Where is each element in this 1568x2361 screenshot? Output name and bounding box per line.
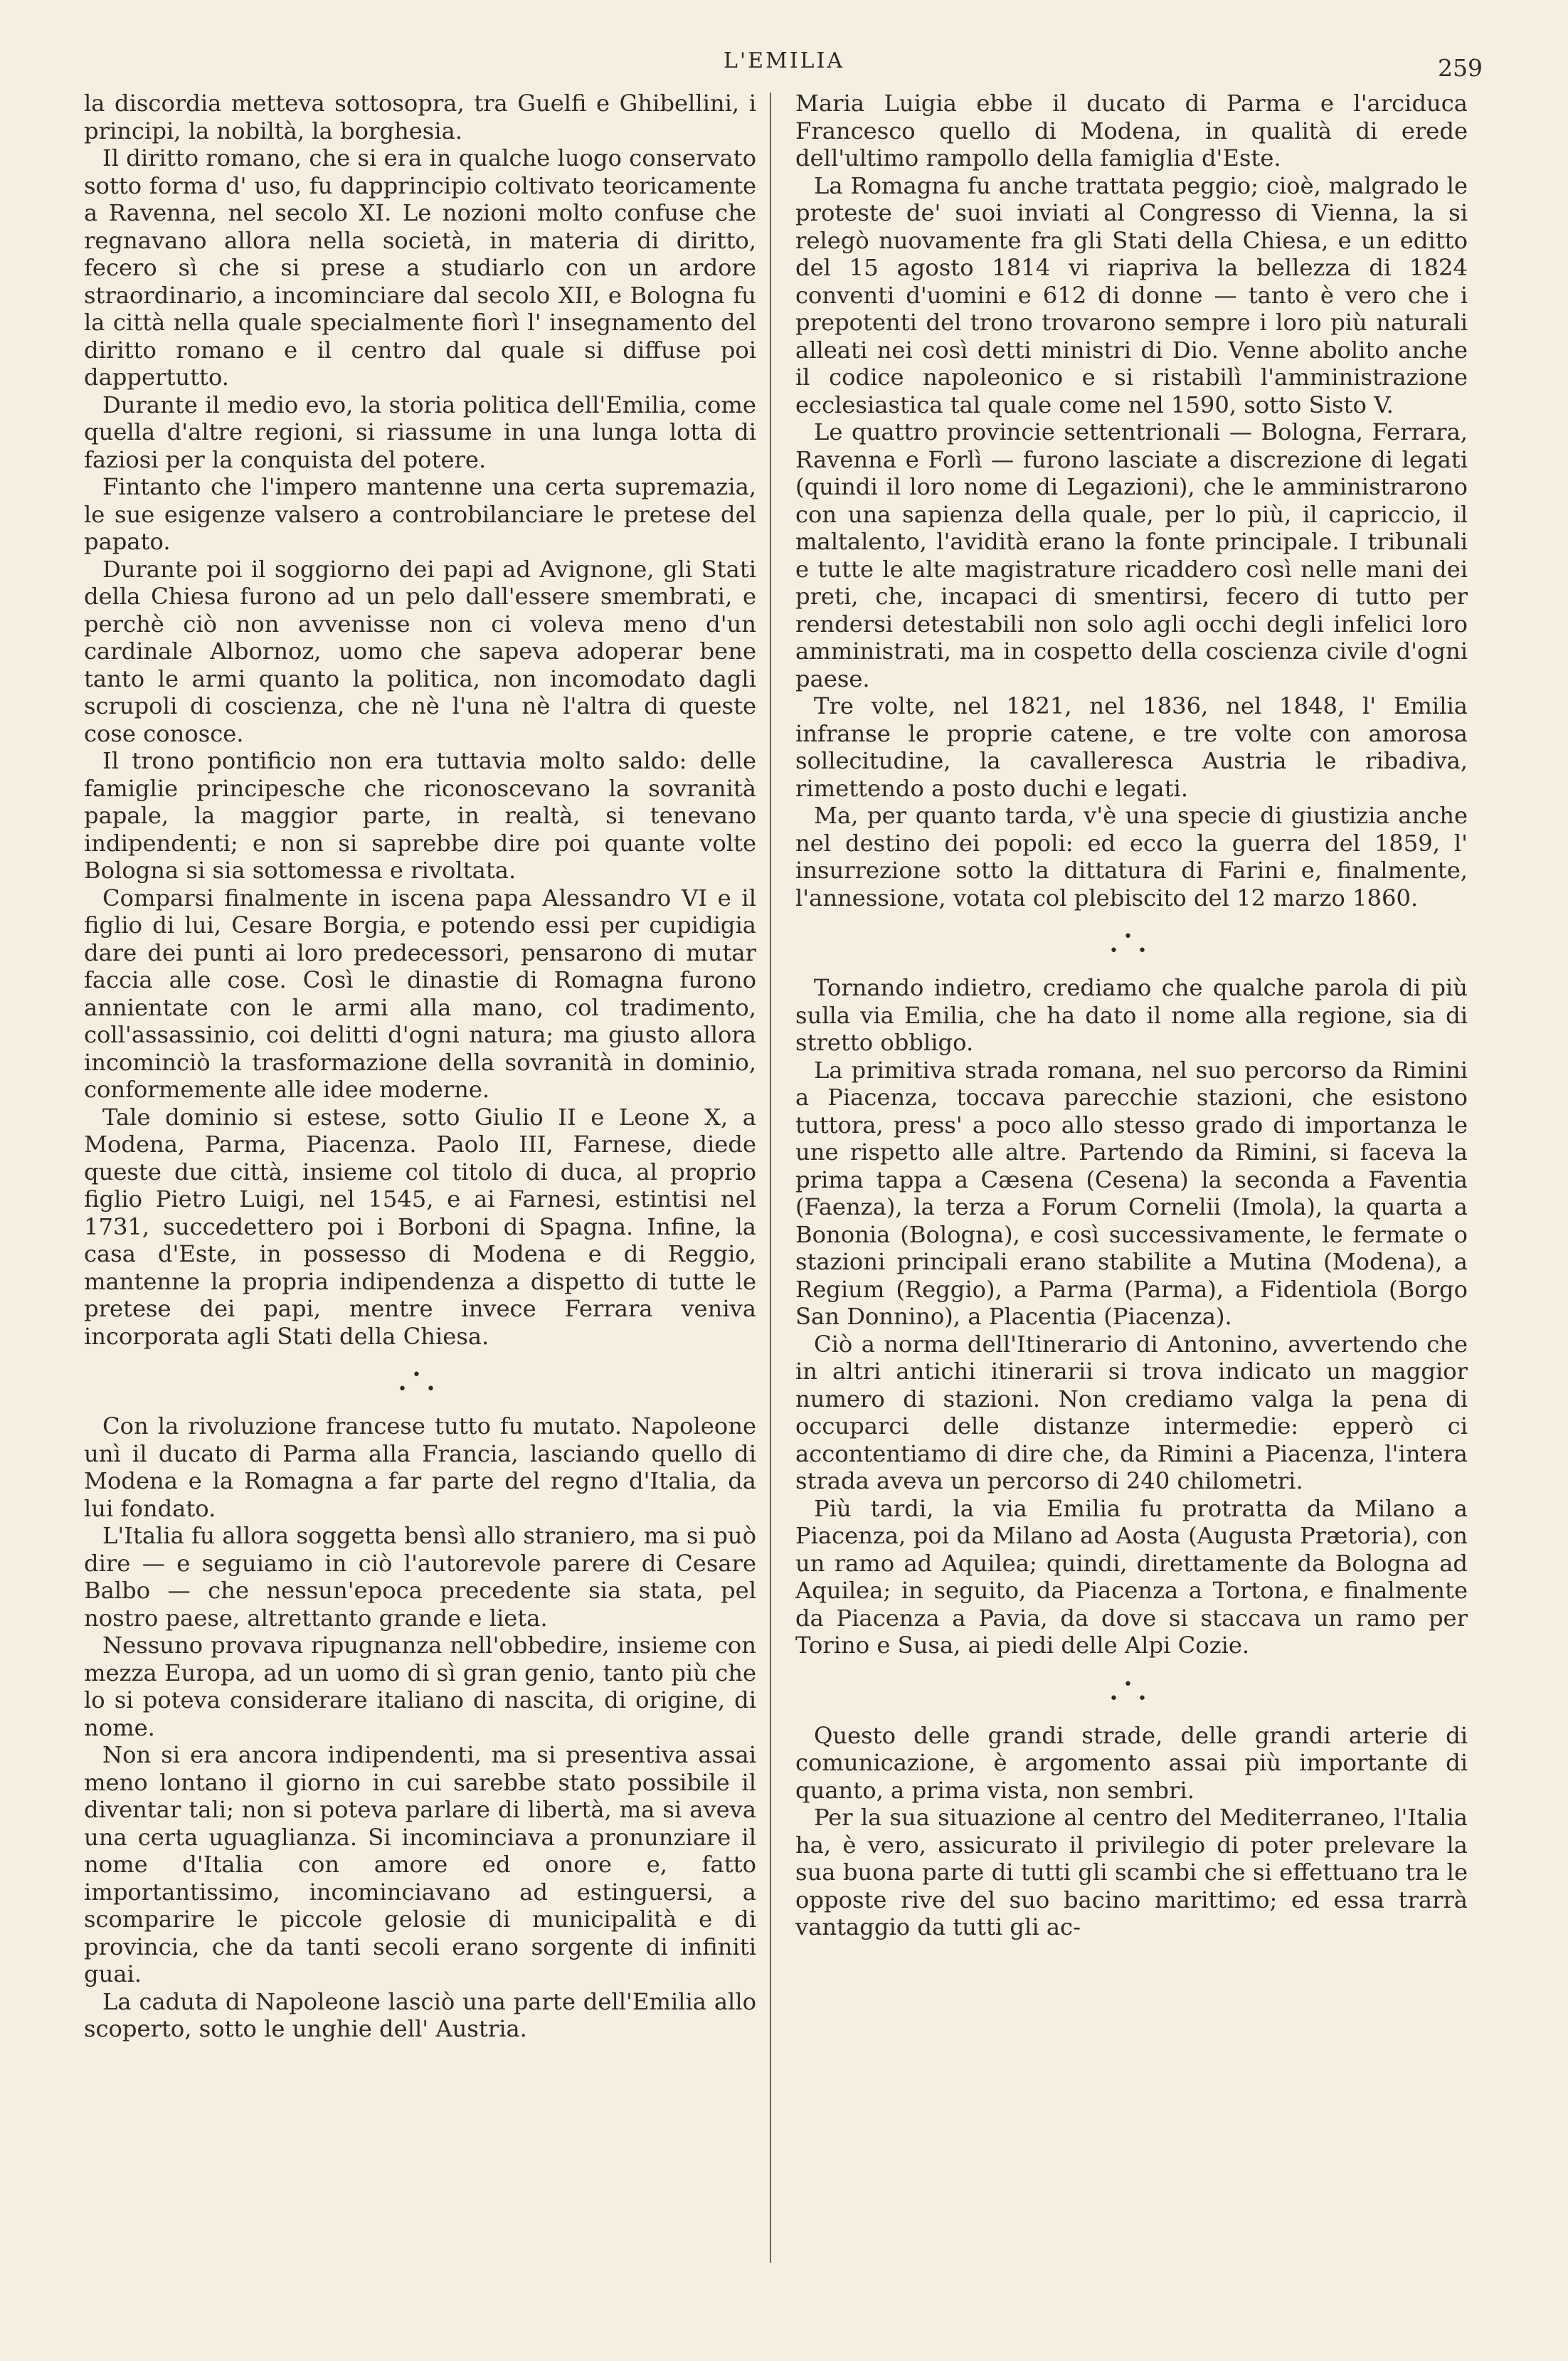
separator-dot: • [1123, 1675, 1140, 1694]
separator-dot: • [1123, 928, 1140, 946]
paragraph: Più tardi, la via Emilia fu protratta da Milano a Piacenza, poi da Milano ad Aosta (Augusta Prætoria), con un ramo ad Aquilea; quindi, direttamente da Bologna ad Aquilea; in seguito, da Piacenza a Tortona, e finalmente da Piacenza a Pavia, da dove si staccava un ramo per Torino e Susa, ai piedi delle Alpi Cozie. [795, 1494, 1468, 1659]
paragraph: Tre volte, nel 1821, nel 1836, nel 1848, l' Emilia infranse le proprie catene, e tre volte con amorosa sollecitudine, la cavalleresca Austria le ribadiva, rimettendo a posto duchi e legati. [795, 692, 1468, 802]
separator-dot: • [412, 1366, 428, 1384]
paragraph: Con la rivoluzione francese tutto fu mutato. Napoleone unì il ducato di Parma alla Francia, lasciando quello di Modena e la Romagna a far parte del regno d'Italia, da lui fondato. [84, 1412, 756, 1522]
paragraph: Non si era ancora indipendenti, ma si presentiva assai meno lontano il giorno in cui sarebbe stato possibile il diventar tali; non si poteva parlare di libertà, ma si aveva una certa uguaglianza. Si incominciava a pronunziare il nome d'Italia con amore ed onore e, fatto importantissimo, incominciavano ad estinguersi, a scomparire le piccole gelosie di municipalità e di provincia, che da tanti secoli erano sorgente di infiniti guai. [84, 1741, 756, 1987]
paragraph: La caduta di Napoleone lasciò una parte dell'Emilia allo scoperto, sotto le unghie dell' Austria. [84, 1987, 756, 2042]
running-head: L'EMILIA [723, 48, 845, 73]
paragraph: La primitiva strada romana, nel suo percorso da Rimini a Piacenza, toccava parecchie stazioni, che esistono tuttora, press' a poco allo stesso grado di importanza le une rispetto alle altre. Partendo da Rimini, si faceva la prima tappa a Cæsena (Cesena) la seconda a Faventia (Faenza), la terza a Forum Cornelii (Imola), la quarta a Bononia (Bologna), e così successivamente, le fermate o stazioni principali erano stabilite a Mutina (Modena), a Regium (Reggio), a Parma (Parma), a Fidentiola (Borgo San Donnino), a Placentia (Piacenza). [795, 1056, 1468, 1330]
paragraph: Ciò a norma dell'Itinerario di Antonino, avvertendo che in altri antichi itinerarii si trova indicato un maggior numero di stazioni. Non crediamo valga la pena di occuparci delle distanze intermedie: epperò ci accontentiamo di dire che, da Rimini a Piacenza, l'intera strada aveva un percorso di 240 chilometri. [795, 1330, 1468, 1494]
paragraph: Comparsi finalmente in iscena papa Alessandro VI e il figlio di lui, Cesare Borgia, e potendo essi per cupidigia dare dei punti ai loro predecessori, pensarono di mutar faccia alle cose. Così le dinastie di Romagna furono annientate con le armi alla mano, col tradimento, coll'assassinio, coi delitti d'ogni natura; ma giusto allora incominciò la trasformazione della sovranità in dominio, conformemente alle idee moderne. [84, 884, 756, 1103]
paragraph: Questo delle grandi strade, delle grandi arterie di comunicazione, è argomento assai più importante di quanto, a prima vista, non sembri. [795, 1721, 1468, 1804]
paragraph: Fintanto che l'impero mantenne una certa supremazia, le sue esigenze valsero a controbilanciare le pretese del papato. [84, 473, 756, 555]
paragraph: Nessuno provava ripugnanza nell'obbedire, insieme con mezza Europa, ad un uomo di sì gran genio, tanto più che lo si poteva considerare italiano di nascita, di origine, di nome. [84, 1632, 756, 1741]
paragraph: Il trono pontificio non era tuttavia molto saldo: delle famiglie principesche che riconoscevano la sovranità papale, la maggior parte, in realtà, si tenevano indipendenti; e non si saprebbe dire poi quante volte Bologna si sia sottomessa e rivoltata. [84, 747, 756, 884]
separator-dots: • • [398, 1380, 443, 1398]
section-separator [795, 1659, 1468, 1722]
paragraph: Le quattro provincie settentrionali — Bologna, Ferrara, Ravenna e Forlì — furono lasciate a discrezione di legati (quindi il loro nome di Legazioni), che le amministrarono con una sapienza della quale, per lo più, il capriccio, il maltalento, l'avidità erano la fonte principale. I tribunali e tutte le alte magistrature ricaddero così nelle mani dei preti, che, incapaci di smentirsi, fecero di tutto per rendersi detestabili non solo agli occhi degli infelici loro amministrati, ma in cospetto della coscienza civile d'ogni paese. [795, 418, 1468, 692]
section-separator [84, 1350, 756, 1412]
separator-dots: • • [1109, 942, 1154, 960]
separator-dots: • • [1109, 1689, 1154, 1708]
paragraph: Durante poi il soggiorno dei papi ad Avignone, gli Stati della Chiesa furono ad un pelo dall'essere smembrati, e perchè ciò non avvenisse non ci voleva meno d'un cardinale Albornoz, uomo che sapeva adoperar bene tanto le armi quanto la politica, non incomodato dagli scrupoli di coscienza, che nè l'una nè l'altra di queste cose conosce. [84, 555, 756, 747]
paragraph: Tale dominio si estese, sotto Giulio II e Leone X, a Modena, Parma, Piacenza. Paolo III, Farnese, diede queste due città, insieme col titolo di duca, al proprio figlio Pietro Luigi, nel 1545, e ai Farnesi, estintisi nel 1731, succedettero poi i Borboni di Spagna. Infine, la casa d'Este, in possesso di Modena e di Reggio, mantenne la propria indipendenza a dispetto di tutte le pretese dei papi, mentre invece Ferrara veniva incorporata agli Stati della Chiesa. [84, 1103, 756, 1350]
paragraph: Tornando indietro, crediamo che qualche parola di più sulla via Emilia, che ha dato il nome alla regione, sia di stretto obbligo. [795, 974, 1468, 1056]
section-separator [795, 912, 1468, 974]
left-column [84, 90, 756, 2043]
page-number: 259 [1438, 54, 1483, 82]
paragraph: Ma, per quanto tarda, v'è una specie di giustizia anche nel destino dei popoli: ed ecco la guerra del 1859, l' insurrezione sotto la dittatura di Farini e, finalmente, l'annessione, votata col plebiscito del 12 marzo 1860. [795, 802, 1468, 912]
column-rule [770, 93, 771, 2263]
paragraph: Il diritto romano, che si era in qualche luogo conservato sotto forma d' uso, fu dapprincipio coltivato teoricamente a Ravenna, nel secolo XI. Le nozioni molto confuse che regnavano allora nella società, in materia di diritto, fecero sì che si prese a studiarlo con un ardore straordinario, a incominciare dal secolo XII, e Bologna fu la città nella quale specialmente fiorì l' insegnamento del diritto romano e il centro dal quale si diffuse poi dappertutto. [84, 144, 756, 391]
right-column [795, 90, 1468, 1941]
paragraph: la discordia metteva sottosopra, tra Guelfi e Ghibellini, i principi, la nobiltà, la borghesia. [84, 90, 756, 144]
paragraph: Maria Luigia ebbe il ducato di Parma e l'arciduca Francesco quello di Modena, in qualità di erede dell'ultimo rampollo della famiglia d'Este. [795, 90, 1468, 171]
paragraph: La Romagna fu anche trattata peggio; cioè, malgrado le proteste de' suoi inviati al Congresso di Vienna, la si relegò nuovamente fra gli Stati della Chiesa, e un editto del 15 agosto 1814 vi riapriva la bellezza di 1824 conventi d'uomini e 612 di donne — tanto è vero che i prepotenti del trono trovarono sempre i loro più naturali alleati nei così detti ministri di Dio. Venne abolito anche il codice napoleonico e si ristabilì l'amministrazione ecclesiastica tal quale come nel 1590, sotto Sisto V. [795, 171, 1468, 418]
paragraph: Per la sua situazione al centro del Mediterraneo, l'Italia ha, è vero, assicurato il privilegio di poter prelevare la sua buona parte di tutti gli scambi che si effettuano tra le opposte rive del suo bacino marittimo; ed essa trarrà vantaggio da tutti gli ac- [795, 1804, 1468, 1940]
paragraph: Durante il medio evo, la storia politica dell'Emilia, come quella d'altre regioni, si riassume in una lunga lotta di faziosi per la conquista del potere. [84, 391, 756, 473]
paragraph: L'Italia fu allora soggetta bensì allo straniero, ma si può dire — e seguiamo in ciò l'autorevole parere di Cesare Balbo — che nessun'epoca precedente sia stata, pel nostro paese, altrettanto grande e lieta. [84, 1522, 756, 1632]
